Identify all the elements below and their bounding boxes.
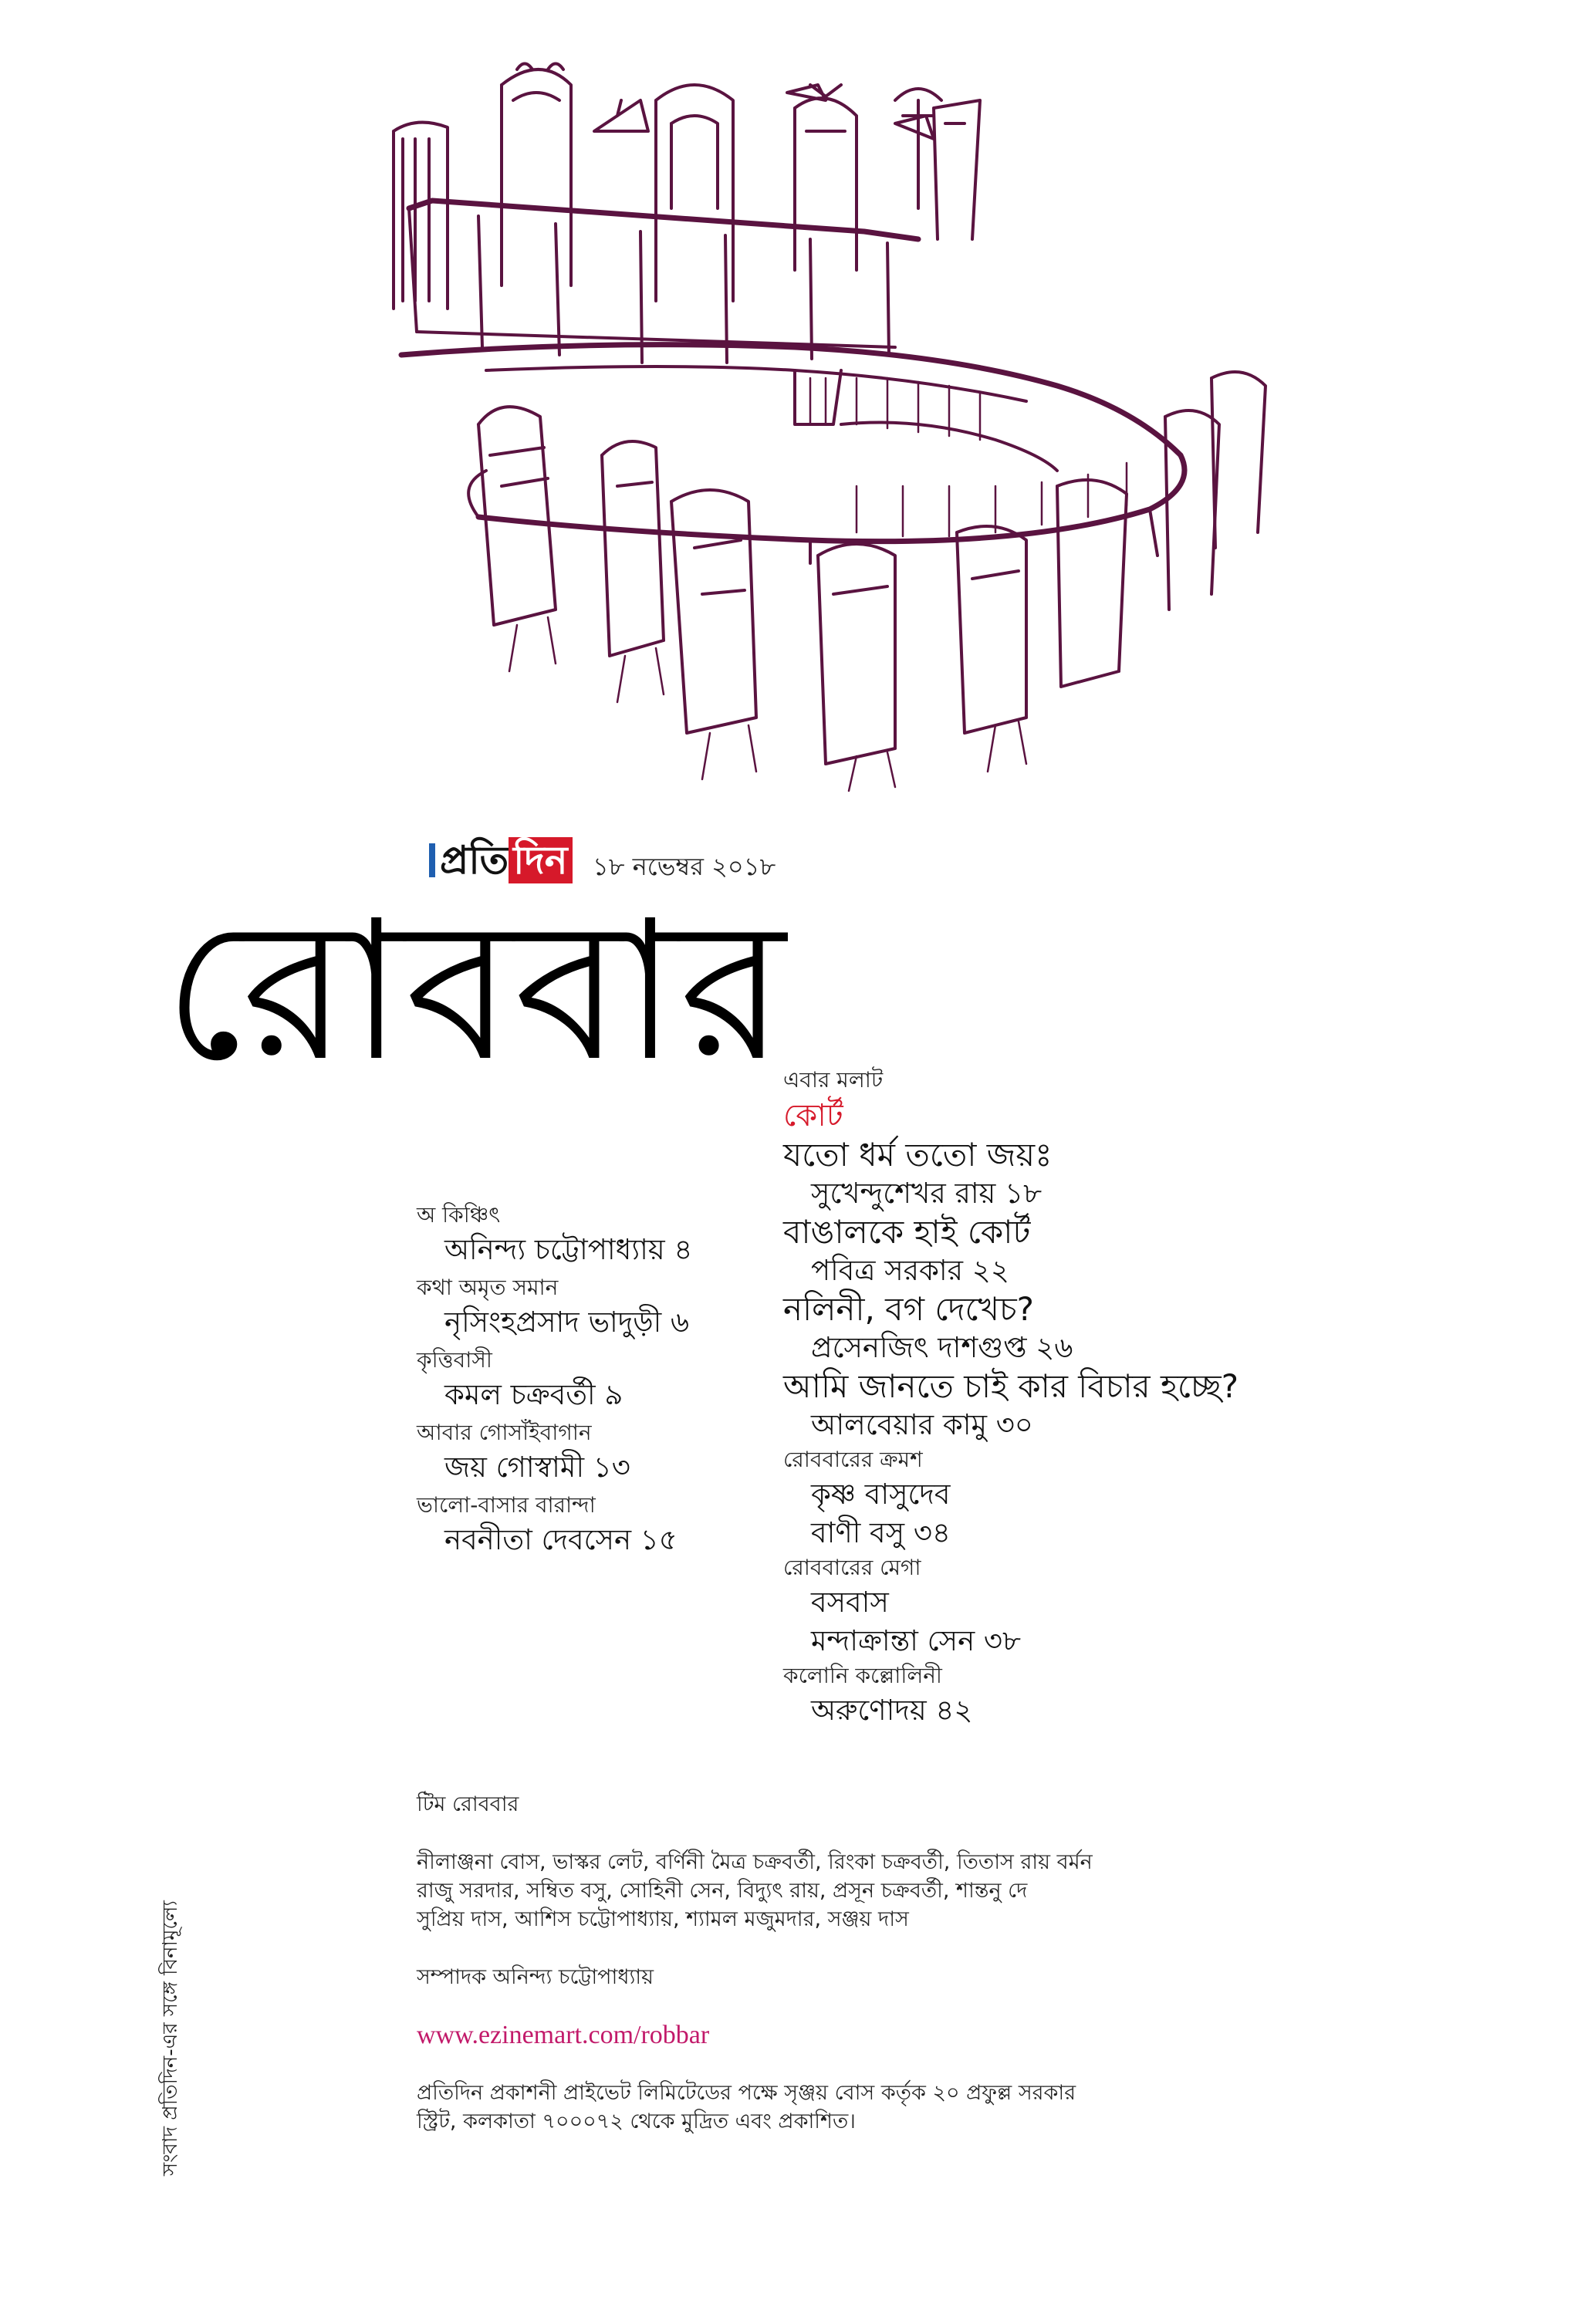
column-entry — [417, 1490, 787, 1559]
cover-label: এবার মলাট — [783, 1067, 884, 1093]
columns-contents — [417, 1200, 787, 1562]
logo-text-part2: দিন — [509, 837, 572, 883]
cover-item-author: পবিত্র সরকার ২২ — [811, 1254, 1009, 1287]
cover-contents — [783, 1065, 1323, 1730]
mega-title: বসবাস — [811, 1586, 889, 1619]
masthead-title: রোববার — [164, 879, 787, 1103]
cover-item-author: সুখেন্দুশেখর রায় ১৮ — [811, 1177, 1042, 1210]
column-author: অনিন্দ্য চট্টোপাধ্যায় ৪ — [444, 1233, 693, 1266]
cover-item-author: আলবেয়ার কামু ৩০ — [811, 1408, 1033, 1441]
cover-topic: কোর্ট — [783, 1098, 843, 1133]
team-label: টিম রোববার — [417, 1792, 519, 1816]
credits-block — [417, 1790, 1266, 2136]
mega-label: রোববারের মেগা — [783, 1555, 921, 1580]
cover-item-author: প্রসেনজিৎ দাশগুপ্ত ২৬ — [811, 1331, 1073, 1364]
serial-title: কৃষ্ণ বাসুদেব — [811, 1478, 951, 1511]
serial-label: রোববারের ক্রমশ — [783, 1447, 923, 1472]
column-entry — [417, 1272, 787, 1342]
publisher-line: প্রতিদিন প্রকাশনী প্রাইভেট লিমিটেডের পক্ষে সৃঞ্জয় বোস কর্তৃক ২০ প্রফুল্ল সরকার — [417, 2081, 1076, 2105]
side-note-text: সংবাদ প্রতিদিন-এর সঙ্গে বিনামূল্যে — [159, 1900, 182, 2176]
website-link[interactable]: www.ezinemart.com/robbar — [417, 2021, 710, 2049]
team-line: নীলাঞ্জনা বোস, ভাস্কর লেট, বর্ণিনী মৈত্র চক্রবর্তী, রিংকা চক্রবর্তী, তিতাস রায় বর্মন — [417, 1850, 1093, 1874]
column-author: নৃসিংহপ্রসাদ ভাদুড়ী ৬ — [444, 1306, 690, 1339]
column-author: কমল চক্রবর্তী ৯ — [444, 1378, 623, 1411]
logo-text-part1: প্রতি — [440, 838, 509, 883]
column-entry — [417, 1200, 787, 1269]
cover-item-title: আমি জানতে চাই কার বিচার হচ্ছে? — [783, 1367, 1238, 1405]
colony-author: অরুণোদয় ৪২ — [811, 1694, 973, 1727]
side-note — [154, 1775, 185, 2176]
column-label: কৃত্তিবাসী — [417, 1347, 492, 1373]
column-label: ভালো-বাসার বারান্দা — [417, 1492, 596, 1518]
logo-mark — [429, 843, 435, 877]
cover-item-title: বাঙালকে হাই কোর্ট — [783, 1213, 1031, 1251]
column-label: আবার গোসাঁইবাগান — [417, 1420, 592, 1445]
mega-author: মন্দাক্রান্তা সেন ৩৮ — [811, 1624, 1021, 1657]
courtroom-sketch-illustration — [363, 54, 1289, 795]
serial-author: বাণী বসু ৩৪ — [811, 1516, 951, 1549]
column-entry — [417, 1345, 787, 1414]
publisher-line: স্ট্রিট, কলকাতা ৭০০০৭২ থেকে মুদ্রিত এবং প্রকাশিত। — [417, 2110, 856, 2133]
column-author: জয় গোস্বামী ১৩ — [444, 1451, 630, 1484]
column-label: কথা অমৃত সমান — [417, 1275, 559, 1300]
column-entry — [417, 1417, 787, 1487]
cover-item-title: যতো ধর্ম ততো জয়ঃ — [783, 1136, 1053, 1174]
pratidin-logo — [429, 837, 573, 883]
team-line: সুপ্রিয় দাস, আশিস চট্টোপাধ্যায়, শ্যামল মজুমদার, সঞ্জয় দাস — [417, 1907, 909, 1931]
column-label: অ কিঞ্চিৎ — [417, 1202, 501, 1228]
team-line: রাজু সরদার, সম্বিত বসু, সোহিনী সেন, বিদ্যুৎ রায়, প্রসূন চক্রবর্তী, শান্তনু দে — [417, 1879, 1028, 1903]
colony-label: কলোনি কল্লোলিনী — [783, 1663, 942, 1688]
cover-item-title: নলিনী, বগ দেখেচ? — [783, 1290, 1034, 1328]
issue-date: ১৮ নভেম্বর ২০১৮ — [593, 852, 776, 881]
column-author: নবনীতা দেবসেন ১৫ — [444, 1523, 678, 1556]
editor-credit: সম্পাদক অনিন্দ্য চট্টোপাধ্যায় — [417, 1965, 654, 1989]
